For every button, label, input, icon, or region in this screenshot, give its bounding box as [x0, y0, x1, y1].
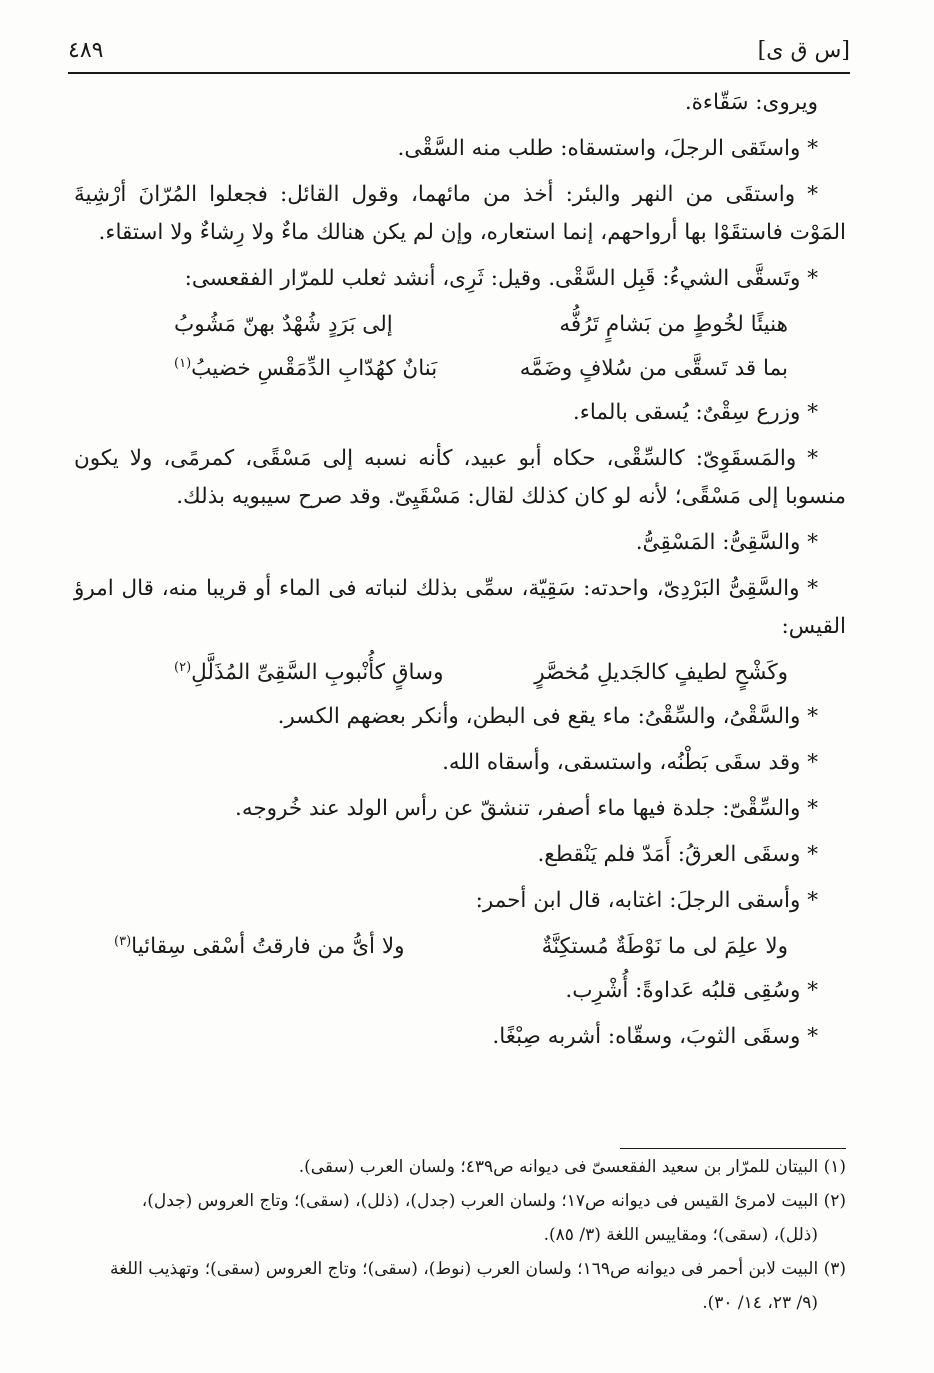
paragraph: * وقد سقَى بَطْنُه، واستسقى، وأسقاه الله.	[442, 750, 818, 775]
footnotes	[74, 1152, 846, 1322]
paragraph: * وزرع سِقْىٌ: يُسقى بالماء.	[572, 400, 818, 425]
paragraph: * والسَّقِىُّ: المَسْقِىُّ.	[635, 530, 818, 555]
verse-line	[74, 928, 846, 966]
paragraph: * واستَقى الرجلَ، واستسقاه: طلب منه السَّقْى.	[397, 136, 818, 161]
paragraph: * وسقَى العرقُ: أَمَدّ فلم يَنْقطع.	[537, 842, 818, 867]
footnote-marker: (٢)	[174, 659, 192, 675]
footnote: (٢) البيت لامرئ القيس فى ديوانه ص١٧؛ ولسان العرب (جدل)، (ذلل)، (سقى)؛ وتاج العروس (جدل)،	[141, 1191, 846, 1211]
page-number: ٤٨٩	[68, 37, 104, 63]
verse-hemistich: هنيئًا لخُوطٍ من بَشامٍ تَرُفُّه	[559, 312, 788, 337]
verse-hemistich	[174, 350, 437, 388]
header-root-letters: [س ق ى]	[757, 37, 850, 63]
verse-hemistich: ولا علِمَ لى ما نَوْطَةٌ مُستكِنَّةٌ	[541, 934, 788, 959]
footnote-marker: (٣)	[114, 933, 132, 949]
footnote-divider	[620, 1148, 846, 1149]
paragraph: * وأسقى الرجلَ: اغتابه، قال ابن أحمر:	[475, 888, 818, 913]
footnote-continuation: (ذلل)، (سقى)؛ ومقاييس اللغة (٣/ ٨٥).	[543, 1225, 818, 1245]
verse-line	[74, 350, 846, 388]
main-text	[74, 84, 846, 1064]
paragraph: * وسقَى الثوبَ، وسقّاه: أشربه صِبْغًا.	[492, 1024, 818, 1049]
paragraph: * والسَّقْىُ، والسِّقْىُ: ماء يقع فى البطن، وأنكر بعضهم الكسر.	[277, 704, 818, 729]
page-header	[68, 28, 850, 74]
footnote: (٣) البيت لابن أحمر فى ديوانه ص١٦٩؛ ولسان العرب (نوط)، (سقى)؛ وتاج العروس (سقى)؛ وتهذيب اللغة	[109, 1259, 846, 1279]
verse-hemistich	[114, 928, 405, 966]
paragraph: * والسَّقِىُّ البَرْدِىّ، واحدته: سَقِيّة، سمِّى بذلك لنباته فى الماء أو قريبا منه، قال امرؤ القيس:	[74, 576, 846, 639]
verse-hemistich: بما قد تَسقَّى من سُلافٍ وضَمَّه	[519, 356, 788, 381]
footnote-continuation: (٩/ ٢٣، ١٤/ ٣٠).	[702, 1293, 818, 1313]
paragraph: ويروى: سَقّاءة.	[684, 90, 818, 115]
paragraph: * والسِّقْىّ: جلدة فيها ماء أصفر، تنشقّ عن رأس الولد عند خُروجه.	[235, 796, 818, 821]
footnote-marker: (١)	[174, 355, 192, 371]
verse-hemistich-text: ولا أىُّ من فارقتُ أسْقى سِقائيا	[131, 934, 405, 959]
verse-hemistich: وكَشْحٍ لطيفٍ كالجَديلِ مُخصَّرٍ	[534, 660, 788, 685]
paragraph: * واستقَى من النهر والبئر: أخذ من مائهما، وقول القائل: فجعلوا المُرّانَ أرْشِيةَ المَوْت فاستقَوْا بها أرواحهم، إنما استعاره، وإن لم يكن هنالك ماءٌ ولا رِشاءٌ ولا استقاء.	[74, 182, 846, 245]
footnote: (١) البيتان للمرّار بن سعيد الفقعسىّ فى ديوانه ص٤٣٩؛ ولسان العرب (سقى).	[298, 1157, 846, 1177]
paragraph: * وسُقِى قلبُه عَداوةً: أُشْرِب.	[565, 978, 818, 1003]
paragraph: * وتَسقَّى الشيءُ: قَبِل السَّقْى. وقيل: ثَرِى، أنشد ثعلب للمرّار الفقعسى:	[184, 266, 818, 291]
paragraph: * والمَسقَوِىّ: كالسِّقْى، حكاه أبو عبيد، كأنه نسبه إلى مَسْقًى، كمرمًى، ولا يكون منسوبا إلى مَسْقًى؛ لأنه لو كان كذلك لقال: مَسْقَيِىّ. وقد صرح سيبويه بذلك.	[74, 446, 846, 509]
verse-hemistich	[174, 654, 443, 692]
verse-line	[74, 654, 846, 692]
verse-hemistich: إلى بَرَدٍ شُهْدٌ بهنّ مَشُوبُ	[174, 312, 393, 337]
verse-line	[74, 306, 846, 344]
verse-hemistich-text: بَنانٌ كهُدّابِ الدِّمَقْسِ خضيبُ	[191, 356, 438, 381]
verse-hemistich-text: وساقٍ كأُنْبوبِ السَّقِىِّ المُذَلَّلِ	[191, 660, 444, 685]
